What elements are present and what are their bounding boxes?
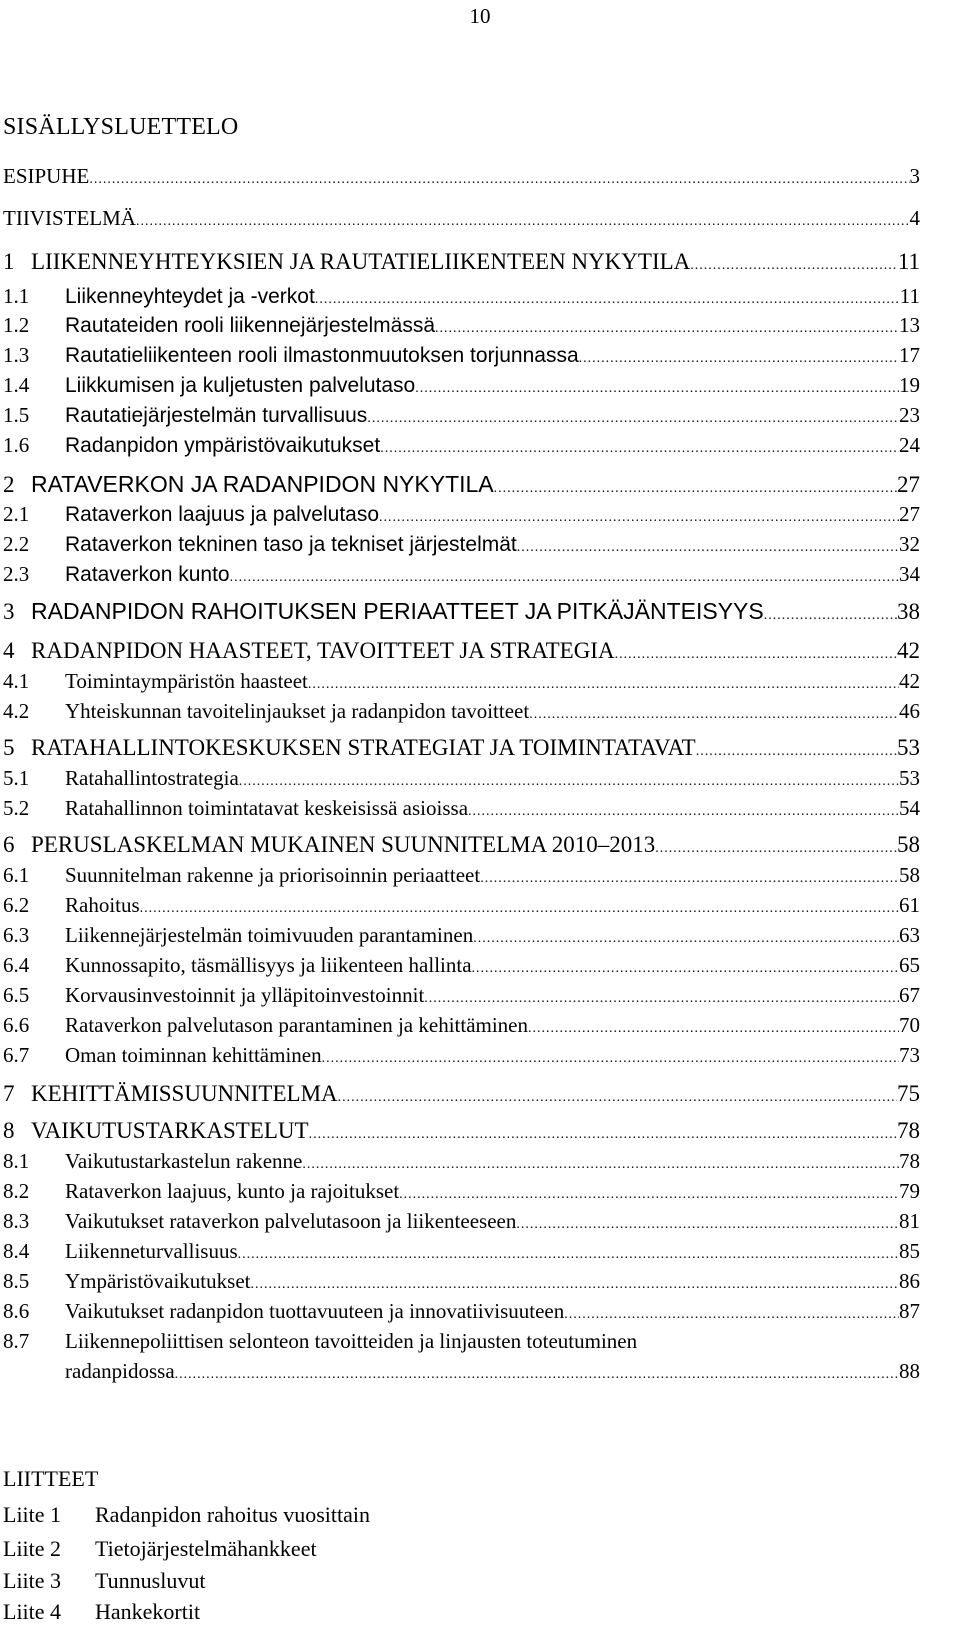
toc-entry-title: RADANPIDON HAASTEET, TAVOITTEET JA STRATEGIA <box>31 638 615 663</box>
toc-entry[interactable] <box>3 1146 920 1176</box>
toc-entry-number: 5.2 <box>3 796 30 820</box>
toc-entry[interactable] <box>3 793 920 823</box>
toc-entry-page: 53 <box>897 735 920 760</box>
toc-entry-number: 6.1 <box>3 863 30 887</box>
toc-entry-title: TIIVISTELMÄ <box>3 206 136 230</box>
toc-entry-number: 8.2 <box>3 1179 30 1203</box>
toc-entry-number: 1.6 <box>3 433 30 457</box>
toc-entry[interactable] <box>3 830 920 860</box>
toc-entry-title: Oman toiminnan kehittäminen <box>65 1043 322 1067</box>
toc-entry-title: Rataverkon kunto <box>65 563 230 586</box>
toc-entry-title: Rataverkon laajuus ja palvelutaso <box>65 503 380 526</box>
toc-entry-title: Yhteiskunnan tavoitelinjaukset ja radanpidon tavoitteet <box>65 699 530 723</box>
toc-entry[interactable] <box>3 400 920 430</box>
toc-entry-title: Rataverkon palvelutason parantaminen ja kehittäminen <box>65 1013 529 1037</box>
toc-entry-number: 6.4 <box>3 953 30 977</box>
toc-entry-title: Vaikutukset radanpidon tuottavuuteen ja innovatiivisuuteen <box>65 1299 565 1323</box>
toc-entry-title: Rataverkon tekninen taso ja tekniset järjestelmät <box>65 533 517 556</box>
appendix-label: Liite 4 <box>3 1599 62 1624</box>
toc-entry-title: Vaikutukset rataverkon palvelutasoon ja liikenteeseen <box>65 1209 517 1233</box>
dot-leader <box>136 207 910 237</box>
toc-entry-page: 78 <box>897 1118 920 1143</box>
toc-entry-page: 19 <box>899 373 920 397</box>
toc-entry-number: 6.2 <box>3 893 30 917</box>
toc-entry-number: 6.7 <box>3 1043 30 1067</box>
toc-entry-number: 4.2 <box>3 699 30 723</box>
toc-entry-title: LIIKENNEYHTEYKSIEN JA RAUTATIELIIKENTEEN NYKYTILA <box>31 249 691 274</box>
toc-entry-page: 88 <box>899 1359 920 1383</box>
toc-entry[interactable] <box>3 203 920 233</box>
toc-entry-page: 70 <box>899 1013 920 1037</box>
dot-leader <box>468 797 899 827</box>
toc-entry-title: PERUSLASKELMAN MUKAINEN SUUNNITELMA 2010–2013 <box>31 832 656 857</box>
toc-entry-page: 34 <box>899 562 920 586</box>
toc-entry-title: Ratahallinnon toimintatavat keskeisissä asioissa <box>65 796 469 820</box>
toc-entry-page: 54 <box>899 796 920 820</box>
toc-entry-number: 6.3 <box>3 923 30 947</box>
appendix-item[interactable] <box>3 1566 205 1596</box>
dot-leader <box>322 1044 899 1074</box>
toc-entry[interactable] <box>3 860 920 890</box>
toc-entry[interactable] <box>3 920 920 950</box>
toc-entry-number: 6.6 <box>3 1013 30 1037</box>
toc-entry-title: Radanpidon ympäristövaikutukset <box>65 434 381 457</box>
toc-entry-number: 8.3 <box>3 1209 30 1233</box>
toc-entry[interactable] <box>3 430 920 460</box>
toc-entry-title: VAIKUTUSTARKASTELUT <box>31 1118 309 1143</box>
toc-entry-number: 8.5 <box>3 1269 30 1293</box>
toc-entry-page: 58 <box>899 863 920 887</box>
toc-entry-page: 38 <box>897 599 920 624</box>
toc-entry[interactable] <box>3 763 920 793</box>
appendix-title: Radanpidon rahoitus vuosittain <box>95 1502 370 1527</box>
toc-entry-number: 2 <box>3 472 15 497</box>
toc-entry[interactable] <box>3 666 920 696</box>
dot-leader <box>690 251 898 281</box>
toc-entry-number: 1.1 <box>3 284 30 308</box>
toc-entry-page: 4 <box>909 206 920 230</box>
toc-entry[interactable] <box>3 310 920 340</box>
toc-entry-page: 58 <box>897 832 920 857</box>
toc-entry[interactable] <box>3 281 920 311</box>
toc-entry-page: 79 <box>899 1179 920 1203</box>
toc-entry-number: 8.7 <box>3 1329 30 1353</box>
toc-entry-page: 17 <box>899 343 920 367</box>
toc-entry-title: Rahoitus <box>65 893 140 917</box>
toc-heading: SISÄLLYSLUETTELO <box>3 114 239 140</box>
toc-entry-page: 65 <box>899 953 920 977</box>
toc-entry[interactable] <box>3 1236 920 1266</box>
toc-entry-page: 32 <box>899 532 920 556</box>
toc-entry-number: 2.1 <box>3 502 30 526</box>
toc-entry[interactable] <box>3 247 920 277</box>
toc-entry-title: Kunnossapito, täsmällisyys ja liikenteen hallinta <box>65 953 472 977</box>
toc-entry-title: Toimintaympäristön haasteet <box>65 669 308 693</box>
toc-entry-title: Korvausinvestoinnit ja ylläpitoinvestoinnit <box>65 983 425 1007</box>
toc-entry-number: 6.5 <box>3 983 30 1007</box>
toc-entry-page: 67 <box>899 983 920 1007</box>
toc-entry[interactable] <box>3 1116 920 1146</box>
toc-entry-page: 27 <box>899 502 920 526</box>
dot-leader <box>230 563 899 593</box>
toc-entry[interactable] <box>3 1010 920 1040</box>
toc-entry-number: 1.3 <box>3 343 30 367</box>
toc-entry-number: 1.2 <box>3 313 30 337</box>
appendix-item[interactable] <box>3 1500 370 1530</box>
toc-entry-number: 5.1 <box>3 766 30 790</box>
toc-entry-page: 23 <box>899 403 920 427</box>
toc-entry-page: 85 <box>899 1239 920 1263</box>
toc-entry[interactable] <box>3 696 920 726</box>
dot-leader <box>89 165 909 195</box>
toc-entry-page: 42 <box>897 638 920 663</box>
toc-entry-number: 2.3 <box>3 562 30 586</box>
toc-entry[interactable] <box>3 161 920 191</box>
toc-entry[interactable] <box>3 980 920 1010</box>
toc-entry-title: Liikenneturvallisuus <box>65 1239 238 1263</box>
appendix-title: Tunnusluvut <box>95 1568 206 1593</box>
toc-entry-page: 11 <box>897 249 920 274</box>
toc-entry-title: Liikennejärjestelmän toimivuuden parantaminen <box>65 923 474 947</box>
dot-leader <box>175 1360 899 1390</box>
page-number: 10 <box>469 4 491 28</box>
toc-entry[interactable] <box>3 1040 920 1070</box>
toc-entry[interactable] <box>3 340 920 370</box>
toc-entry[interactable] <box>3 890 920 920</box>
toc-entry-page: 73 <box>899 1043 920 1067</box>
toc-entry-page: 11 <box>899 284 920 308</box>
toc-entry[interactable] <box>3 559 920 589</box>
toc-entry-title: Liikkumisen ja kuljetusten palvelutaso <box>65 374 416 397</box>
toc-entry-number: 1 <box>3 249 15 274</box>
toc-entry[interactable] <box>3 529 920 559</box>
toc-entry[interactable] <box>3 1326 920 1356</box>
dot-leader <box>380 434 899 464</box>
toc-entry-continuation[interactable] <box>3 1356 920 1386</box>
toc-entry-page: 13 <box>899 313 920 337</box>
dot-leader <box>764 601 897 631</box>
toc-entry-page: 75 <box>897 1081 920 1106</box>
toc-entry-title: Rautateiden rooli liikennejärjestelmässä <box>65 314 436 337</box>
appendix-heading: LIITTEET <box>3 1466 99 1491</box>
toc-entry[interactable] <box>3 1079 920 1109</box>
toc-entry[interactable] <box>3 1206 920 1236</box>
toc-entry-page: 61 <box>899 893 920 917</box>
toc-entry-title: Ympäristövaikutukset <box>65 1269 251 1293</box>
toc-entry-page: 53 <box>899 766 920 790</box>
toc-entry[interactable] <box>3 1296 920 1326</box>
toc-entry-page: 78 <box>899 1149 920 1173</box>
toc-entry-number: 6 <box>3 832 15 857</box>
toc-entry-title: RATAHALLINTOKESKUKSEN STRATEGIAT JA TOIMINTATAVAT <box>31 735 696 760</box>
appendix-label: Liite 2 <box>3 1536 62 1561</box>
toc-entry-title-continuation: radanpidossa <box>65 1359 175 1383</box>
toc-entry[interactable] <box>3 1176 920 1206</box>
toc-entry-number: 2.2 <box>3 532 30 556</box>
toc-entry-page: 42 <box>899 669 920 693</box>
toc-entry-title: Liikennepoliittisen selonteon tavoitteiden ja linjausten toteutuminen <box>65 1329 638 1353</box>
toc-entry-number: 8.1 <box>3 1149 30 1173</box>
toc-entry[interactable] <box>3 1266 920 1296</box>
appendix-label: Liite 3 <box>3 1568 62 1593</box>
toc-entry-title: Liikenneyhteydet ja -verkot <box>65 285 315 308</box>
toc-entry-page: 63 <box>899 923 920 947</box>
toc-entry[interactable] <box>3 636 920 666</box>
toc-entry-page: 81 <box>899 1209 920 1233</box>
toc-entry-number: 4 <box>3 638 15 663</box>
toc-entry[interactable] <box>3 370 920 400</box>
toc-entry[interactable] <box>3 950 920 980</box>
appendix-item[interactable] <box>3 1597 200 1627</box>
toc-entry-number: 1.4 <box>3 373 30 397</box>
toc-entry-title: RADANPIDON RAHOITUKSEN PERIAATTEET JA PITKÄJÄNTEISYYS <box>31 598 764 624</box>
toc-entry-number: 8.6 <box>3 1299 30 1323</box>
toc-entry-title: Rautatiejärjestelmän turvallisuus <box>65 404 368 427</box>
appendix-title: Hankekortit <box>95 1599 201 1624</box>
toc-entry-number: 1.5 <box>3 403 30 427</box>
toc-entry-title: Vaikutustarkastelun rakenne <box>65 1149 303 1173</box>
toc-entry-page: 87 <box>899 1299 920 1323</box>
toc-entry[interactable] <box>3 733 920 763</box>
toc-entry-page: 3 <box>909 164 920 188</box>
toc-entry-page: 27 <box>897 472 920 497</box>
appendix-label: Liite 1 <box>3 1502 62 1527</box>
toc-entry-number: 8 <box>3 1118 15 1143</box>
appendix-title: Tietojärjestelmähankkeet <box>95 1536 317 1561</box>
toc-entry-number: 4.1 <box>3 669 30 693</box>
toc-entry[interactable] <box>3 596 920 626</box>
dot-leader <box>529 700 899 730</box>
dot-leader <box>338 1083 897 1113</box>
toc-entry-page: 24 <box>899 433 920 457</box>
toc-entry-title: Rautatieliikenteen rooli ilmastonmuutoksen torjunnassa <box>65 344 579 367</box>
toc-entry[interactable] <box>3 499 920 529</box>
toc-entry-title: KEHITTÄMISSUUNNITELMA <box>31 1081 338 1106</box>
toc-entry-number: 5 <box>3 735 15 760</box>
toc-entry-page: 46 <box>899 699 920 723</box>
toc-entry[interactable] <box>3 469 920 499</box>
toc-entry-number: 3 <box>3 599 15 624</box>
toc-entry-title: Ratahallintostrategia <box>65 766 239 790</box>
toc-entry-title: Suunnitelman rakenne ja priorisoinnin periaatteet <box>65 863 481 887</box>
toc-entry-title: Rataverkon laajuus, kunto ja rajoitukset <box>65 1179 400 1203</box>
toc-entry-page: 86 <box>899 1269 920 1293</box>
toc-entry-number: 8.4 <box>3 1239 30 1263</box>
appendix-item[interactable] <box>3 1534 317 1564</box>
toc-entry-title: ESIPUHE <box>3 164 90 188</box>
toc-entry-title: RATAVERKON JA RADANPIDON NYKYTILA <box>31 471 494 497</box>
toc-entry-number: 7 <box>3 1081 15 1106</box>
